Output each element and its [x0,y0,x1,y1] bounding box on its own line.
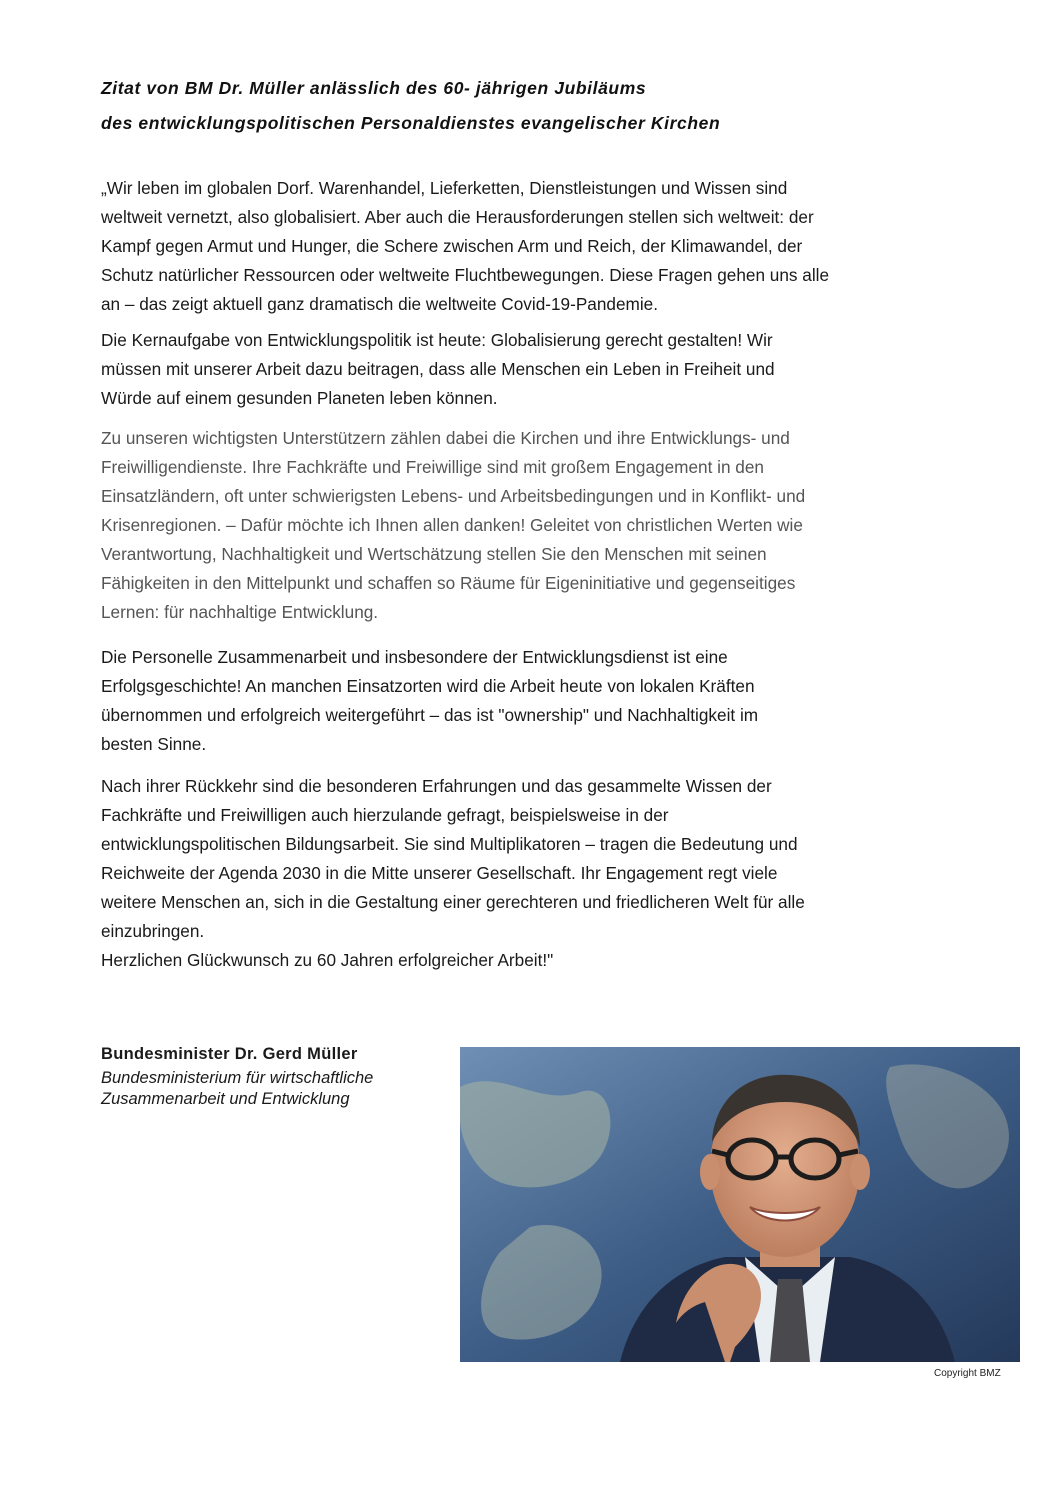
signature-name: Bundesminister Dr. Gerd Müller [101,1045,358,1063]
text-line: „Wir leben im globalen Dorf. Warenhandel, Lieferketten, Dienstleistungen und Wissen sind [101,178,788,198]
text-line: müssen mit unserer Arbeit dazu beitragen, dass alle Menschen ein Leben in Freiheit und [101,359,775,379]
quote-paragraph-5 [101,772,971,975]
document-title-line-2: des entwicklungspolitischen Personaldienstes evangelischer Kirchen [101,113,721,133]
document-title-line-1: Zitat von BM Dr. Müller anlässlich des 60- jährigen Jubiläums [101,78,647,98]
quote-paragraph-2 [101,326,971,413]
text-line: Zu unseren wichtigsten Unterstützern zählen dabei die Kirchen und ihre Entwicklungs- und [101,428,790,448]
signature-organization-line-1: Bundesministerium für wirtschaftliche [101,1069,374,1087]
text-line: Die Personelle Zusammenarbeit und insbesondere der Entwicklungsdienst ist eine [101,647,728,667]
ear [850,1154,870,1190]
text-line: Lernen: für nachhaltige Entwicklung. [101,602,379,622]
text-line: Krisenregionen. – Dafür möchte ich Ihnen allen danken! Geleitet von christlichen Werten wie [101,515,803,535]
text-line: Einsatzländern, oft unter schwierigsten Lebens- und Arbeitsbedingungen und in Konflikt- und [101,486,806,506]
portrait-illustration [460,1047,1020,1362]
text-line: Fähigkeiten in den Mittelpunkt und schaffen so Räume für Eigeninitiative und gegenseitiges [101,573,796,593]
ear [700,1154,720,1190]
text-line: Nach ihrer Rückkehr sind die besonderen Erfahrungen und das gesammelte Wissen der [101,776,772,796]
signature-organization-line-2: Zusammenarbeit und Entwicklung [101,1090,350,1108]
text-line: übernommen und erfolgreich weitergeführt – das ist "ownership" und Nachhaltigkeit im [101,705,759,725]
text-line: Würde auf einem gesunden Planeten leben können. [101,388,498,408]
text-line: Kampf gegen Armut und Hunger, die Schere zwischen Arm und Reich, der Klimawandel, der [101,236,803,256]
quote-paragraph-4 [101,643,971,759]
text-line: Schutz natürlicher Ressourcen oder weltweite Fluchtbewegungen. Diese Fragen gehen uns alle [101,265,830,285]
text-line: einzubringen. [101,921,205,941]
text-line: Verantwortung, Nachhaltigkeit und Wertschätzung stellen Sie den Menschen mit seinen [101,544,767,564]
text-line: Freiwilligendienste. Ihre Fachkräfte und Freiwillige sind mit großem Engagement in den [101,457,764,477]
text-line: weltweit vernetzt, also globalisiert. Aber auch die Herausforderungen stellen sich weltweit: der [101,207,814,227]
text-line: entwicklungspolitischen Bildungsarbeit. Sie sind Multiplikatoren – tragen die Bedeutung und [101,834,798,854]
text-line: Erfolgsgeschichte! An manchen Einsatzorten wird die Arbeit heute von lokalen Kräften [101,676,755,696]
photo-copyright: Copyright BMZ [934,1368,1001,1379]
text-line: an – das zeigt aktuell ganz dramatisch die weltweite Covid-19-Pandemie. [101,294,658,314]
text-line: Herzlichen Glückwunsch zu 60 Jahren erfolgreicher Arbeit!" [101,950,554,970]
text-line: Die Kernaufgabe von Entwicklungspolitik ist heute: Globalisierung gerecht gestalten! Wir [101,330,773,350]
text-line: besten Sinne. [101,734,207,754]
text-line: Fachkräfte und Freiwilligen auch hierzulande gefragt, beispielsweise in der [101,805,669,825]
quote-paragraph-3 [101,424,971,627]
text-line: Reichweite der Agenda 2030 in die Mitte unserer Gesellschaft. Ihr Engagement regt viele [101,863,778,883]
quote-paragraph-1 [101,174,971,319]
text-line: weitere Menschen an, sich in die Gestaltung einer gerechteren und friedlicheren Welt für alle [101,892,805,912]
portrait-photo [460,1047,1020,1362]
